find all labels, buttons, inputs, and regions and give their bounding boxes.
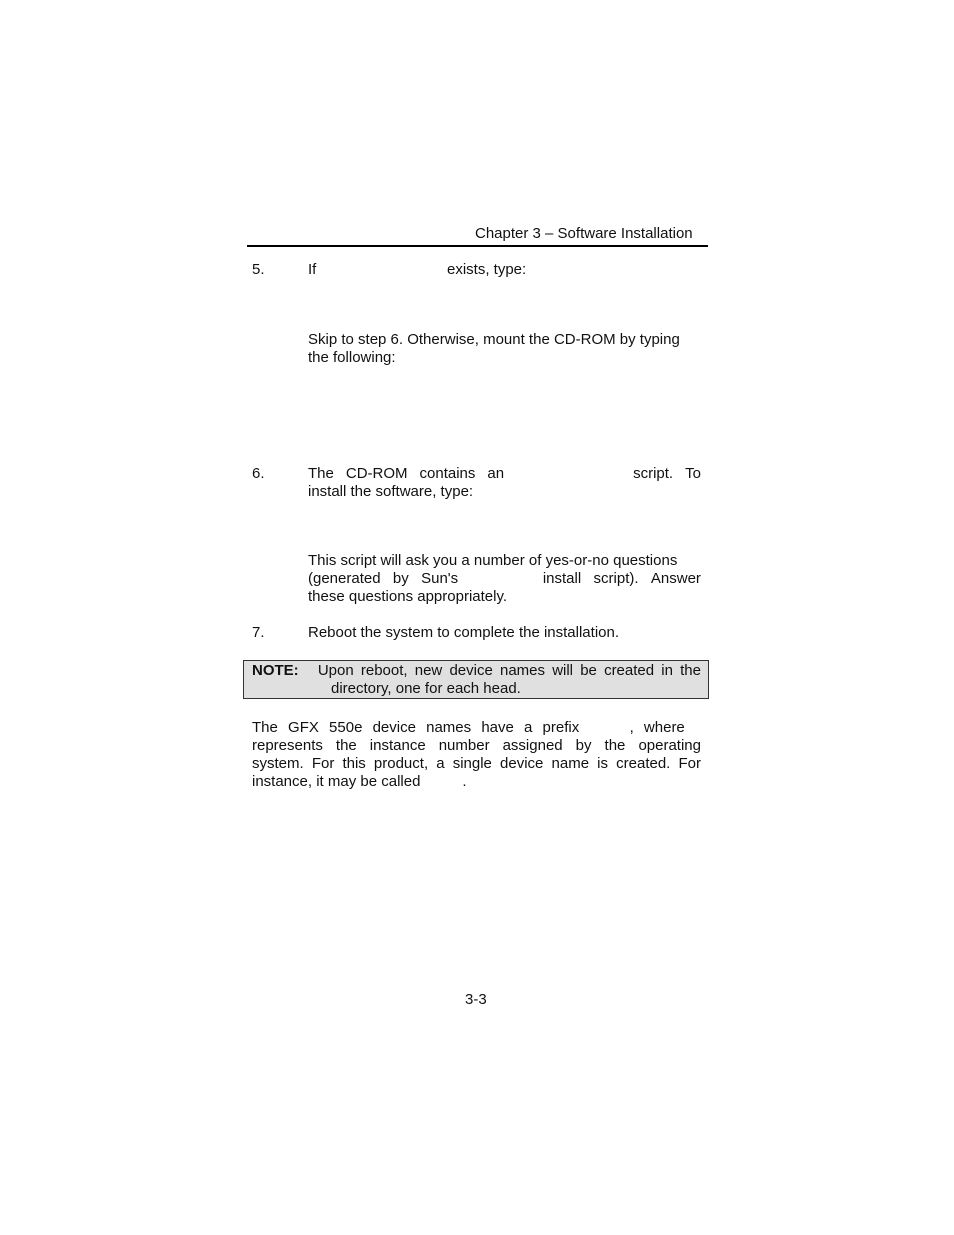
gap xyxy=(589,719,619,737)
word: the xyxy=(680,662,701,679)
word: 550e xyxy=(329,719,363,736)
device-names-paragraph xyxy=(252,719,701,791)
word: Upon xyxy=(317,662,354,679)
step-6-questions-line-2 xyxy=(308,570,701,588)
word: names xyxy=(499,662,546,679)
word: CD-ROM xyxy=(345,465,408,482)
word: (generated xyxy=(308,570,381,587)
paragraph-line-4-text: instance, it may be called xyxy=(252,773,421,790)
word: a xyxy=(436,755,445,772)
word: Answer xyxy=(650,570,701,587)
step-6-line-2: install the software, type: xyxy=(308,483,474,500)
paragraph-line-3 xyxy=(252,755,701,773)
step-6-questions-line-3: these questions appropriately. xyxy=(308,588,508,605)
gap xyxy=(516,465,621,483)
paragraph-line-2 xyxy=(252,737,701,755)
word: GFX xyxy=(288,719,319,736)
word: created. xyxy=(616,755,671,772)
word: will xyxy=(552,662,574,679)
note-line-1 xyxy=(252,662,701,680)
word: the xyxy=(604,737,626,754)
word: created xyxy=(604,662,655,679)
word: product, xyxy=(373,755,429,772)
paragraph-line-4-period: . xyxy=(462,773,467,790)
step-5-number: 5. xyxy=(252,261,265,278)
step-7-number: 7. xyxy=(252,624,265,641)
word: by xyxy=(392,570,409,587)
paragraph-line-4 xyxy=(252,773,701,791)
step-5-skip-line-1: Skip to step 6. Otherwise, mount the CD-ROM by typing xyxy=(308,331,680,348)
word: in xyxy=(661,662,673,679)
word: To xyxy=(685,465,701,482)
step-7-text: Reboot the system to complete the installation. xyxy=(308,624,620,641)
word: new xyxy=(414,662,443,679)
word: contains xyxy=(419,465,476,482)
step-5-skip-line-2: the following: xyxy=(308,349,396,366)
word: have xyxy=(481,719,514,736)
step-5-exists: exists, type: xyxy=(447,261,527,278)
word: Sun's xyxy=(421,570,459,587)
word: install xyxy=(542,570,582,587)
word: device xyxy=(500,755,544,772)
word: device xyxy=(372,719,416,736)
word: by xyxy=(575,737,592,754)
word: this xyxy=(342,755,366,772)
header-rule xyxy=(247,245,708,247)
step-5-if: If xyxy=(308,261,317,278)
word: single xyxy=(452,755,492,772)
word: name xyxy=(551,755,590,772)
word: script). xyxy=(593,570,639,587)
step-6-questions-text xyxy=(308,552,701,606)
word: For xyxy=(311,755,335,772)
word: where xyxy=(643,719,685,736)
word: instance xyxy=(369,737,426,754)
word: script. xyxy=(633,465,674,482)
word: , xyxy=(629,719,634,736)
word: The xyxy=(252,719,278,736)
word: be xyxy=(580,662,597,679)
word: is xyxy=(597,755,609,772)
word: names xyxy=(426,719,472,736)
step-6-line-1 xyxy=(308,465,701,483)
note-line-2: directory, one for each head. xyxy=(331,680,521,697)
step-6-number: 6. xyxy=(252,465,265,482)
step-5-skip-text xyxy=(308,331,701,367)
note-label: NOTE: xyxy=(252,662,299,679)
word: prefix xyxy=(542,719,580,736)
paragraph-line-1 xyxy=(252,719,701,737)
gap xyxy=(695,719,701,737)
step-6-text xyxy=(308,465,701,501)
gap xyxy=(471,570,531,588)
word: reboot, xyxy=(360,662,408,679)
word: number xyxy=(438,737,490,754)
word: system. xyxy=(252,755,304,772)
word: The xyxy=(308,465,334,482)
word: represents xyxy=(252,737,323,754)
word: a xyxy=(524,719,533,736)
step-6-questions-line-1: This script will ask you a number of yes-or-no questions xyxy=(308,552,678,569)
word: the xyxy=(335,737,357,754)
word: For xyxy=(678,755,701,772)
word: an xyxy=(487,465,505,482)
chapter-header: Chapter 3 – Software Installation xyxy=(475,225,693,242)
word: operating xyxy=(638,737,701,754)
page-number: 3-3 xyxy=(465,991,487,1008)
word: assigned xyxy=(502,737,563,754)
word: device xyxy=(449,662,493,679)
